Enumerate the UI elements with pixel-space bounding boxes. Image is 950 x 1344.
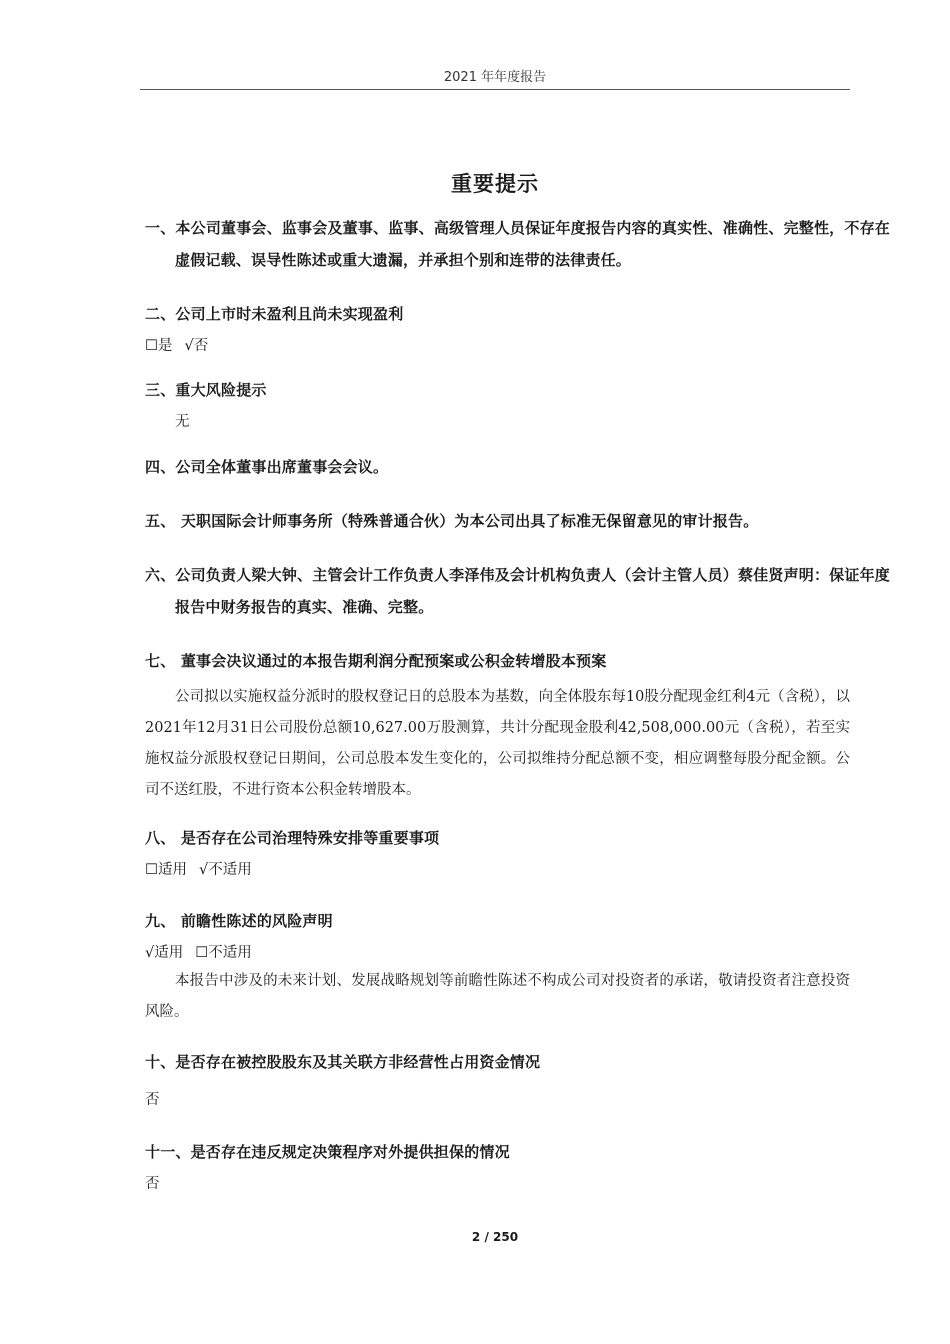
option-applicable-checked: √适用 xyxy=(145,945,184,961)
section-4-heading: 四、公司全体董事出席董事会会议。 xyxy=(145,458,389,476)
section-2-heading: 二、公司上市时未盈利且尚未实现盈利 xyxy=(145,305,404,323)
section-1-text: 一、本公司董事会、监事会及董事、监事、高级管理人员保证年度报告内容的真实性、准确性、完整性，不存在虚假记载、误导性陈述或重大遗漏，并承担个别和连带的法律责任。 xyxy=(145,219,890,269)
option-applicable-checkbox: ☐适用 xyxy=(145,862,187,878)
section-8-heading: 八、 是否存在公司治理特殊安排等重要事项 xyxy=(145,829,440,847)
section-9-options xyxy=(145,938,860,969)
header-rule xyxy=(140,89,850,90)
section-9-body: 本报告中涉及的未来计划、发展战略规划等前瞻性陈述不构成公司对投资者的承诺，敬请投资者注意投资风险。 xyxy=(145,973,850,1020)
section-2-options xyxy=(145,331,860,362)
section-7-heading: 七、 董事会决议通过的本报告期利润分配预案或公积金转增股本预案 xyxy=(145,652,607,670)
option-no-checked: √否 xyxy=(184,338,209,354)
option-not-applicable-checked: √不适用 xyxy=(199,862,252,878)
section-10-heading: 十、是否存在被控股股东及其关联方非经营性占用资金情况 xyxy=(145,1053,541,1071)
section-5-heading: 五、 天职国际会计师事务所（特殊普通合伙）为本公司出具了标准无保留意见的审计报告。 xyxy=(145,512,759,530)
section-9-heading: 九、 前瞻性陈述的风险声明 xyxy=(145,912,333,930)
page-number: 2 / 250 xyxy=(471,1230,519,1244)
option-not-applicable-checkbox: ☐不适用 xyxy=(195,945,252,961)
section-11-body: 否 xyxy=(145,1176,160,1192)
section-3-body: 无 xyxy=(175,414,190,430)
running-header: 2021 年年度报告 xyxy=(443,70,547,85)
section-6-text: 六、公司负责人梁大钟、主管会计工作负责人李泽伟及会计机构负责人（会计主管人员）蔡佳贤声明：保证年度报告中财务报告的真实、准确、完整。 xyxy=(145,566,890,616)
option-yes-checkbox: ☐是 xyxy=(145,338,173,354)
section-3-heading: 三、重大风险提示 xyxy=(145,381,267,399)
section-7-body: 公司拟以实施权益分派时的股权登记日的总股本为基数，向全体股东每10股分配现金红利4元（含税），以2021年12月31日公司股份总额10,627.00万股测算，共计分配现金股利42,508,000.00元（含税），若至实施权益分派股权登记日期间，公司总股本发生变化的，公司拟维持分配总额不变，相应调整每股分配金额。公司不送红股，不进行资本公积金转增股本。 xyxy=(145,689,850,798)
section-11-heading: 十一、是否存在违反规定决策程序对外提供担保的情况 xyxy=(145,1143,510,1161)
section-8-options xyxy=(145,855,860,886)
section-10-body: 否 xyxy=(145,1092,160,1108)
page-title: 重要提示 xyxy=(451,172,539,196)
